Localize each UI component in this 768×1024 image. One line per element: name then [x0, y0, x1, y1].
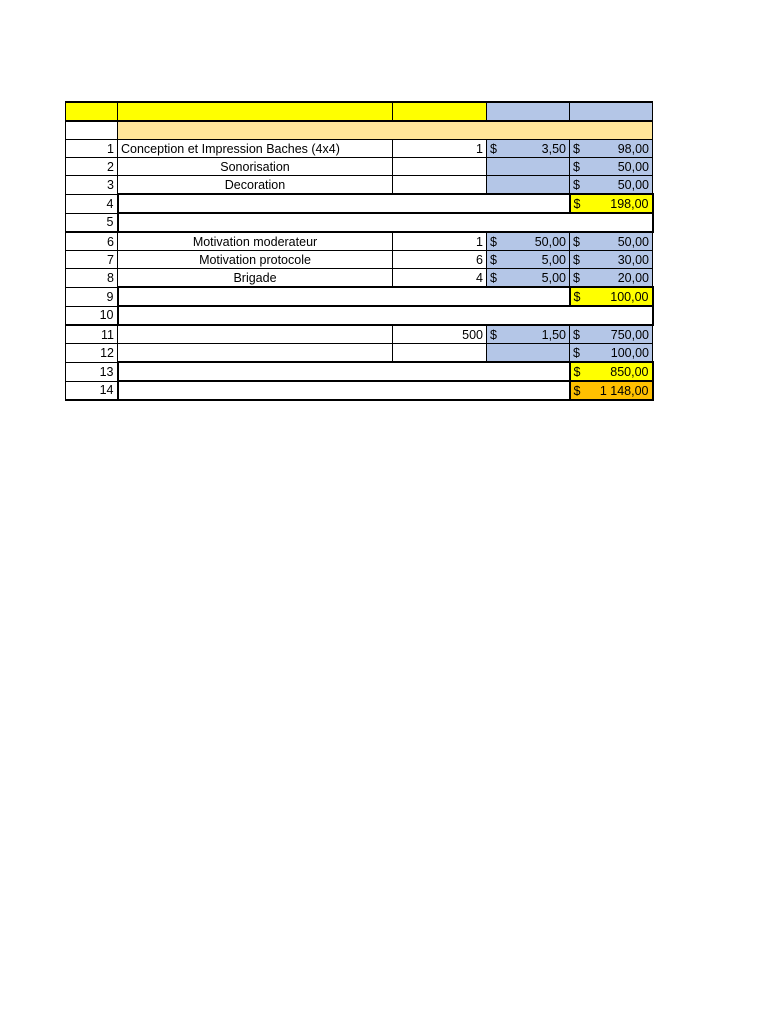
subtotal-row: [66, 362, 653, 381]
header-cell-description[interactable]: [118, 102, 393, 121]
currency-symbol: $: [573, 364, 581, 379]
row-number[interactable]: 5: [66, 213, 118, 232]
total-value: 20,00: [617, 270, 649, 285]
unit-price-value: 5,00: [541, 270, 566, 285]
row-number[interactable]: 11: [66, 325, 118, 344]
grand-total-value: 1 148,00: [599, 383, 649, 398]
total-value: 50,00: [617, 234, 649, 249]
currency-symbol: $: [490, 234, 497, 249]
total-cell[interactable]: [570, 269, 653, 288]
description-cell[interactable]: [118, 325, 393, 344]
grand-total-cell[interactable]: [570, 381, 653, 400]
total-value: 30,00: [617, 252, 649, 267]
header-cell-unit-price[interactable]: [487, 102, 570, 121]
section-row: [66, 121, 653, 140]
total-cell[interactable]: [570, 251, 653, 269]
subtotal-value: 100,00: [610, 289, 649, 304]
currency-symbol: $: [490, 270, 497, 285]
grand-total-row: [66, 381, 653, 400]
quantity-cell[interactable]: [393, 158, 487, 176]
description-cell[interactable]: [118, 344, 393, 363]
unit-price-value: 3,50: [541, 141, 566, 156]
description-cell[interactable]: Conception et Impression Baches (4x4): [118, 140, 393, 158]
subtotal-row: [66, 194, 653, 213]
grand-total-label-cell[interactable]: [118, 381, 570, 400]
unit-price-cell[interactable]: [487, 325, 570, 344]
unit-price-value: 50,00: [534, 234, 566, 249]
spacer-cell[interactable]: [118, 306, 653, 325]
quantity-cell[interactable]: [393, 344, 487, 363]
table-row: [66, 344, 653, 363]
total-cell[interactable]: [570, 176, 653, 195]
row-number[interactable]: 1: [66, 140, 118, 158]
description-cell[interactable]: Motivation protocole: [118, 251, 393, 269]
description-cell[interactable]: Motivation moderateur: [118, 232, 393, 251]
header-cell-total[interactable]: [570, 102, 653, 121]
subtotal-label-cell[interactable]: [118, 287, 570, 306]
currency-symbol: $: [573, 289, 581, 304]
subtotal-label-cell[interactable]: [118, 194, 570, 213]
total-cell[interactable]: [570, 344, 653, 363]
currency-symbol: $: [573, 141, 580, 156]
unit-price-cell[interactable]: [487, 344, 570, 363]
unit-price-value: 5,00: [541, 252, 566, 267]
currency-symbol: $: [490, 327, 497, 342]
total-value: 98,00: [617, 141, 649, 156]
description-cell[interactable]: Decoration: [118, 176, 393, 195]
row-number[interactable]: 13: [66, 362, 118, 381]
table-row: [66, 140, 653, 158]
subtotal-cell[interactable]: [570, 287, 653, 306]
table-row: [66, 176, 653, 195]
row-number[interactable]: 10: [66, 306, 118, 325]
spacer-row: [66, 306, 653, 325]
total-cell[interactable]: [570, 158, 653, 176]
row-number[interactable]: 9: [66, 287, 118, 306]
total-cell[interactable]: [570, 140, 653, 158]
currency-symbol: $: [573, 234, 580, 249]
quantity-cell[interactable]: 1: [393, 140, 487, 158]
total-cell[interactable]: [570, 325, 653, 344]
currency-symbol: $: [573, 345, 580, 360]
cell-empty[interactable]: [66, 121, 118, 140]
table-row: [66, 232, 653, 251]
unit-price-cell[interactable]: [487, 251, 570, 269]
subtotal-value: 198,00: [610, 196, 649, 211]
section-label-cell[interactable]: [118, 121, 653, 140]
spacer-row: [66, 213, 653, 232]
currency-symbol: $: [573, 196, 581, 211]
table-row: [66, 158, 653, 176]
currency-symbol: $: [573, 177, 580, 192]
quantity-cell[interactable]: 500: [393, 325, 487, 344]
unit-price-cell[interactable]: [487, 232, 570, 251]
total-value: 100,00: [610, 345, 649, 360]
row-number[interactable]: 14: [66, 381, 118, 400]
total-value: 50,00: [617, 177, 649, 192]
subtotal-cell[interactable]: [570, 362, 653, 381]
description-cell[interactable]: Sonorisation: [118, 158, 393, 176]
unit-price-cell[interactable]: [487, 140, 570, 158]
subtotal-cell[interactable]: [570, 194, 653, 213]
row-number[interactable]: 8: [66, 269, 118, 288]
budget-table: [65, 101, 654, 401]
row-number[interactable]: 4: [66, 194, 118, 213]
row-number[interactable]: 12: [66, 344, 118, 363]
currency-symbol: $: [573, 252, 580, 267]
unit-price-cell[interactable]: [487, 158, 570, 176]
currency-symbol: $: [573, 327, 580, 342]
header-row: [66, 102, 653, 121]
spacer-cell[interactable]: [118, 213, 653, 232]
quantity-cell[interactable]: 6: [393, 251, 487, 269]
total-value: 750,00: [610, 327, 649, 342]
header-cell-quantity[interactable]: [393, 102, 487, 121]
row-number[interactable]: 3: [66, 176, 118, 195]
quantity-cell[interactable]: [393, 176, 487, 195]
row-number[interactable]: 7: [66, 251, 118, 269]
subtotal-row: [66, 287, 653, 306]
total-cell[interactable]: [570, 232, 653, 251]
table-row: [66, 269, 653, 288]
unit-price-cell[interactable]: [487, 176, 570, 195]
currency-symbol: $: [573, 270, 580, 285]
unit-price-cell[interactable]: [487, 269, 570, 288]
table-row: [66, 325, 653, 344]
row-number[interactable]: 2: [66, 158, 118, 176]
quantity-cell[interactable]: 1: [393, 232, 487, 251]
subtotal-label-cell[interactable]: [118, 362, 570, 381]
row-number[interactable]: 6: [66, 232, 118, 251]
quantity-cell[interactable]: 4: [393, 269, 487, 288]
table-row: [66, 251, 653, 269]
currency-symbol: $: [490, 252, 497, 267]
currency-symbol: $: [490, 141, 497, 156]
description-cell[interactable]: Brigade: [118, 269, 393, 288]
currency-symbol: $: [573, 159, 580, 174]
total-value: 50,00: [617, 159, 649, 174]
currency-symbol: $: [573, 383, 581, 398]
header-cell-number[interactable]: [66, 102, 118, 121]
unit-price-value: 1,50: [541, 327, 566, 342]
subtotal-value: 850,00: [610, 364, 649, 379]
